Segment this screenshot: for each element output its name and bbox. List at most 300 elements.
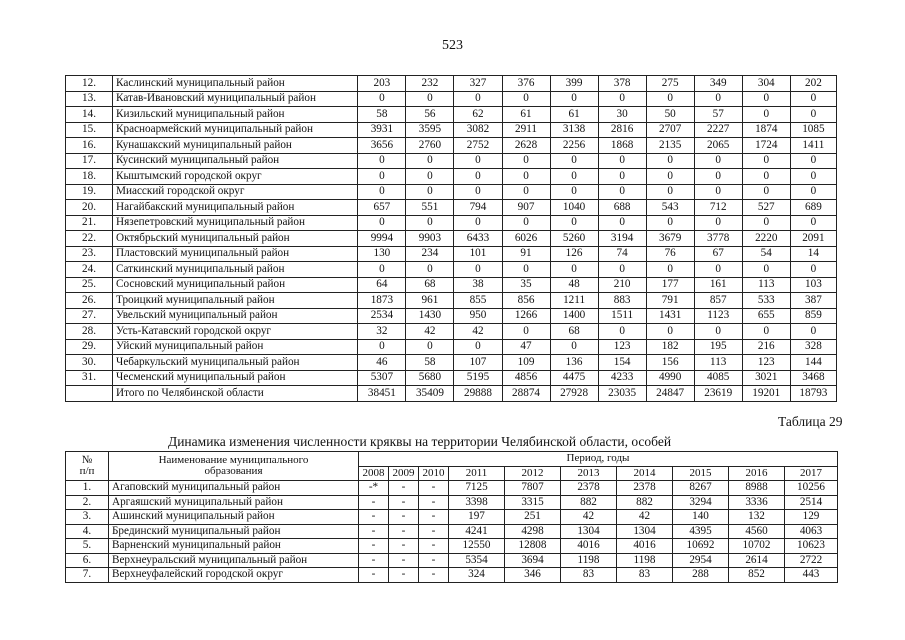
table-row bbox=[66, 138, 837, 154]
value-cell: 2816 bbox=[598, 122, 646, 138]
value-cell: 0 bbox=[646, 262, 694, 278]
value-cell: -* bbox=[359, 481, 389, 496]
value-cell: 132 bbox=[729, 510, 785, 525]
district-name: Агаповский муниципальный район bbox=[109, 481, 359, 496]
value-cell: 2091 bbox=[790, 231, 836, 247]
value-cell: 0 bbox=[550, 184, 598, 200]
value-cell: 855 bbox=[454, 293, 502, 309]
value-cell: 4063 bbox=[785, 524, 838, 539]
row-number: 21. bbox=[66, 215, 113, 231]
district-name: Чебаркульский муниципальный район bbox=[113, 355, 358, 371]
value-cell: 6026 bbox=[502, 231, 550, 247]
value-cell: 32 bbox=[358, 324, 406, 340]
district-name: Увельский муниципальный район bbox=[113, 308, 358, 324]
value-cell: 0 bbox=[502, 324, 550, 340]
value-cell: 0 bbox=[454, 215, 502, 231]
value-cell: 3778 bbox=[694, 231, 742, 247]
value-cell: - bbox=[359, 539, 389, 554]
district-name: Саткинский муниципальный район bbox=[113, 262, 358, 278]
header-year: 2008 bbox=[359, 466, 389, 481]
district-name: Нагайбакский муниципальный район bbox=[113, 200, 358, 216]
value-cell: 2514 bbox=[785, 495, 838, 510]
row-number: 18. bbox=[66, 169, 113, 185]
district-name: Кунашакский муниципальный район bbox=[113, 138, 358, 154]
value-cell: 161 bbox=[694, 277, 742, 293]
value-cell: 349 bbox=[694, 76, 742, 92]
value-cell: 234 bbox=[406, 246, 454, 262]
value-cell: 399 bbox=[550, 76, 598, 92]
value-cell: 0 bbox=[598, 324, 646, 340]
value-cell: 0 bbox=[598, 262, 646, 278]
district-name: Кусинский муниципальный район bbox=[113, 153, 358, 169]
value-cell: 12808 bbox=[505, 539, 561, 554]
value-cell: 4560 bbox=[729, 524, 785, 539]
value-cell: - bbox=[389, 553, 419, 568]
value-cell: 0 bbox=[454, 153, 502, 169]
value-cell: 83 bbox=[561, 568, 617, 583]
row-number: 24. bbox=[66, 262, 113, 278]
value-cell: 3315 bbox=[505, 495, 561, 510]
value-cell: 3082 bbox=[454, 122, 502, 138]
value-cell: 56 bbox=[406, 107, 454, 123]
value-cell: 1198 bbox=[561, 553, 617, 568]
value-cell: 0 bbox=[742, 169, 790, 185]
value-cell: - bbox=[389, 568, 419, 583]
value-cell: 443 bbox=[785, 568, 838, 583]
value-cell: 0 bbox=[742, 184, 790, 200]
row-number: 1. bbox=[66, 481, 109, 496]
table-row bbox=[66, 231, 837, 247]
value-cell: 126 bbox=[550, 246, 598, 262]
value-cell: 48 bbox=[550, 277, 598, 293]
value-cell: 10702 bbox=[729, 539, 785, 554]
value-cell: 1266 bbox=[502, 308, 550, 324]
table-row bbox=[66, 277, 837, 293]
value-cell: 0 bbox=[694, 215, 742, 231]
value-cell: 1304 bbox=[617, 524, 673, 539]
value-cell: 1724 bbox=[742, 138, 790, 154]
value-cell: 27928 bbox=[550, 386, 598, 402]
value-cell: - bbox=[419, 481, 449, 496]
value-cell: 907 bbox=[502, 200, 550, 216]
header-num-line2: п/п bbox=[79, 465, 95, 477]
value-cell: 7125 bbox=[449, 481, 505, 496]
value-cell: 1873 bbox=[358, 293, 406, 309]
value-cell: 3021 bbox=[742, 370, 790, 386]
value-cell: 0 bbox=[598, 169, 646, 185]
value-cell: 0 bbox=[790, 184, 836, 200]
district-name: Нязепетровский муниципальный район bbox=[113, 215, 358, 231]
value-cell: 103 bbox=[790, 277, 836, 293]
value-cell: 0 bbox=[358, 184, 406, 200]
value-cell: 0 bbox=[454, 91, 502, 107]
row-number: 31. bbox=[66, 370, 113, 386]
district-name: Аргаяшский муниципальный район bbox=[109, 495, 359, 510]
table-1-body bbox=[66, 76, 837, 402]
value-cell: 76 bbox=[646, 246, 694, 262]
value-cell: 0 bbox=[502, 153, 550, 169]
value-cell: 195 bbox=[694, 339, 742, 355]
value-cell: 28874 bbox=[502, 386, 550, 402]
value-cell: 1400 bbox=[550, 308, 598, 324]
value-cell: 0 bbox=[502, 215, 550, 231]
row-number: 25. bbox=[66, 277, 113, 293]
value-cell: 0 bbox=[406, 339, 454, 355]
value-cell: 140 bbox=[673, 510, 729, 525]
table-row bbox=[66, 324, 837, 340]
value-cell: - bbox=[389, 495, 419, 510]
value-cell: 0 bbox=[598, 215, 646, 231]
value-cell: 1123 bbox=[694, 308, 742, 324]
value-cell: 0 bbox=[406, 91, 454, 107]
value-cell: 3931 bbox=[358, 122, 406, 138]
value-cell: 156 bbox=[646, 355, 694, 371]
value-cell: 2707 bbox=[646, 122, 694, 138]
value-cell: 136 bbox=[550, 355, 598, 371]
row-number: 16. bbox=[66, 138, 113, 154]
value-cell: 304 bbox=[742, 76, 790, 92]
value-cell: 19201 bbox=[742, 386, 790, 402]
district-name: Ашинский муниципальный район bbox=[109, 510, 359, 525]
value-cell: 3138 bbox=[550, 122, 598, 138]
row-number: 27. bbox=[66, 308, 113, 324]
district-name: Сосновский муниципальный район bbox=[113, 277, 358, 293]
value-cell: 0 bbox=[598, 184, 646, 200]
table-row bbox=[66, 293, 837, 309]
table-row bbox=[66, 107, 837, 123]
value-cell: 856 bbox=[502, 293, 550, 309]
value-cell: 791 bbox=[646, 293, 694, 309]
table-row bbox=[66, 553, 838, 568]
value-cell: - bbox=[419, 568, 449, 583]
row-number: 17. bbox=[66, 153, 113, 169]
table-29 bbox=[65, 451, 838, 583]
value-cell: 58 bbox=[358, 107, 406, 123]
value-cell: 1874 bbox=[742, 122, 790, 138]
value-cell: 113 bbox=[742, 277, 790, 293]
value-cell: 2954 bbox=[673, 553, 729, 568]
value-cell: 0 bbox=[646, 215, 694, 231]
value-cell: 1431 bbox=[646, 308, 694, 324]
value-cell: 5307 bbox=[358, 370, 406, 386]
value-cell: 5195 bbox=[454, 370, 502, 386]
value-cell: 0 bbox=[790, 169, 836, 185]
value-cell: 0 bbox=[742, 153, 790, 169]
row-number: 26. bbox=[66, 293, 113, 309]
value-cell: 961 bbox=[406, 293, 454, 309]
value-cell: 2227 bbox=[694, 122, 742, 138]
value-cell: 3336 bbox=[729, 495, 785, 510]
header-year: 2014 bbox=[617, 466, 673, 481]
value-cell: 712 bbox=[694, 200, 742, 216]
value-cell: 197 bbox=[449, 510, 505, 525]
value-cell: 4016 bbox=[617, 539, 673, 554]
row-number: 5. bbox=[66, 539, 109, 554]
value-cell: 2220 bbox=[742, 231, 790, 247]
value-cell: 0 bbox=[646, 169, 694, 185]
header-year: 2012 bbox=[505, 466, 561, 481]
value-cell: 1304 bbox=[561, 524, 617, 539]
table-28-continuation bbox=[65, 75, 837, 402]
value-cell: 0 bbox=[358, 153, 406, 169]
table-row bbox=[66, 339, 837, 355]
value-cell: 2135 bbox=[646, 138, 694, 154]
value-cell: 0 bbox=[406, 169, 454, 185]
header-year: 2015 bbox=[673, 466, 729, 481]
value-cell: 0 bbox=[454, 184, 502, 200]
value-cell: 47 bbox=[502, 339, 550, 355]
value-cell: 57 bbox=[694, 107, 742, 123]
value-cell: 2065 bbox=[694, 138, 742, 154]
table-row bbox=[66, 568, 838, 583]
value-cell: 551 bbox=[406, 200, 454, 216]
row-number: 23. bbox=[66, 246, 113, 262]
value-cell: 0 bbox=[454, 262, 502, 278]
value-cell: 216 bbox=[742, 339, 790, 355]
value-cell: 61 bbox=[502, 107, 550, 123]
value-cell: - bbox=[359, 568, 389, 583]
value-cell: 202 bbox=[790, 76, 836, 92]
row-number: 3. bbox=[66, 510, 109, 525]
value-cell: 154 bbox=[598, 355, 646, 371]
value-cell: 1868 bbox=[598, 138, 646, 154]
value-cell: 113 bbox=[694, 355, 742, 371]
table-row bbox=[66, 262, 837, 278]
value-cell: 327 bbox=[454, 76, 502, 92]
value-cell: 83 bbox=[617, 568, 673, 583]
value-cell: 1085 bbox=[790, 122, 836, 138]
value-cell: 275 bbox=[646, 76, 694, 92]
value-cell: 23035 bbox=[598, 386, 646, 402]
value-cell: 0 bbox=[742, 262, 790, 278]
row-number: 4. bbox=[66, 524, 109, 539]
value-cell: 0 bbox=[694, 262, 742, 278]
district-name: Уйский муниципальный район bbox=[113, 339, 358, 355]
value-cell: 0 bbox=[454, 169, 502, 185]
value-cell: 2911 bbox=[502, 122, 550, 138]
table-row bbox=[66, 510, 838, 525]
district-name: Чесменский муниципальный район bbox=[113, 370, 358, 386]
value-cell: 0 bbox=[502, 262, 550, 278]
row-number bbox=[66, 386, 113, 402]
table-row bbox=[66, 524, 838, 539]
value-cell: 328 bbox=[790, 339, 836, 355]
value-cell: 144 bbox=[790, 355, 836, 371]
value-cell: 203 bbox=[358, 76, 406, 92]
value-cell: 123 bbox=[742, 355, 790, 371]
value-cell: 2760 bbox=[406, 138, 454, 154]
row-number: 22. bbox=[66, 231, 113, 247]
value-cell: 2378 bbox=[617, 481, 673, 496]
value-cell: 177 bbox=[646, 277, 694, 293]
value-cell: 4856 bbox=[502, 370, 550, 386]
value-cell: 5260 bbox=[550, 231, 598, 247]
value-cell: 8267 bbox=[673, 481, 729, 496]
table-label: Таблица 29 bbox=[778, 414, 843, 429]
value-cell: 68 bbox=[406, 277, 454, 293]
value-cell: 2256 bbox=[550, 138, 598, 154]
value-cell: 852 bbox=[729, 568, 785, 583]
value-cell: - bbox=[389, 481, 419, 496]
header-num-line1: № bbox=[81, 454, 93, 466]
value-cell: 0 bbox=[406, 215, 454, 231]
value-cell: 29888 bbox=[454, 386, 502, 402]
table-title: Динамика изменения численности кряквы на территории Челябинской области, особей bbox=[168, 434, 672, 449]
value-cell: 0 bbox=[454, 339, 502, 355]
value-cell: 0 bbox=[406, 153, 454, 169]
value-cell: 42 bbox=[406, 324, 454, 340]
value-cell: 0 bbox=[550, 153, 598, 169]
value-cell: 2614 bbox=[729, 553, 785, 568]
value-cell: 0 bbox=[790, 153, 836, 169]
value-cell: 58 bbox=[406, 355, 454, 371]
value-cell: 3294 bbox=[673, 495, 729, 510]
table-row bbox=[66, 495, 838, 510]
value-cell: 91 bbox=[502, 246, 550, 262]
value-cell: 527 bbox=[742, 200, 790, 216]
value-cell: 10623 bbox=[785, 539, 838, 554]
value-cell: 3398 bbox=[449, 495, 505, 510]
value-cell: 0 bbox=[550, 169, 598, 185]
row-number: 28. bbox=[66, 324, 113, 340]
value-cell: 5680 bbox=[406, 370, 454, 386]
value-cell: 0 bbox=[502, 169, 550, 185]
table-row bbox=[66, 153, 837, 169]
district-name: Варненский муниципальный район bbox=[109, 539, 359, 554]
value-cell: 4233 bbox=[598, 370, 646, 386]
table-row bbox=[66, 481, 838, 496]
value-cell: 0 bbox=[694, 169, 742, 185]
table-row bbox=[66, 200, 837, 216]
district-name: Катав-Ивановский муниципальный район bbox=[113, 91, 358, 107]
value-cell: 0 bbox=[790, 262, 836, 278]
value-cell: 0 bbox=[742, 215, 790, 231]
value-cell: 0 bbox=[406, 262, 454, 278]
value-cell: 689 bbox=[790, 200, 836, 216]
value-cell: 0 bbox=[694, 91, 742, 107]
table-row bbox=[66, 184, 837, 200]
value-cell: 0 bbox=[646, 324, 694, 340]
value-cell: 42 bbox=[561, 510, 617, 525]
table-row bbox=[66, 91, 837, 107]
value-cell: 0 bbox=[550, 215, 598, 231]
row-number: 14. bbox=[66, 107, 113, 123]
value-cell: 74 bbox=[598, 246, 646, 262]
value-cell: 232 bbox=[406, 76, 454, 92]
row-number: 12. bbox=[66, 76, 113, 92]
value-cell: 4395 bbox=[673, 524, 729, 539]
district-name: Троицкий муниципальный район bbox=[113, 293, 358, 309]
value-cell: 6433 bbox=[454, 231, 502, 247]
header-year: 2016 bbox=[729, 466, 785, 481]
header-name-line1: Наименование муниципального bbox=[158, 454, 309, 466]
row-number: 2. bbox=[66, 495, 109, 510]
value-cell: 182 bbox=[646, 339, 694, 355]
value-cell: 883 bbox=[598, 293, 646, 309]
row-number: 29. bbox=[66, 339, 113, 355]
value-cell: 30 bbox=[598, 107, 646, 123]
value-cell: 0 bbox=[358, 169, 406, 185]
value-cell: 2722 bbox=[785, 553, 838, 568]
value-cell: 533 bbox=[742, 293, 790, 309]
value-cell: 42 bbox=[617, 510, 673, 525]
value-cell: 5354 bbox=[449, 553, 505, 568]
value-cell: 882 bbox=[561, 495, 617, 510]
district-name: Усть-Катавский городской округ bbox=[113, 324, 358, 340]
table-2-body bbox=[66, 481, 838, 583]
value-cell: 129 bbox=[785, 510, 838, 525]
value-cell: 0 bbox=[694, 153, 742, 169]
row-number: 7. bbox=[66, 568, 109, 583]
value-cell: 130 bbox=[358, 246, 406, 262]
value-cell: 0 bbox=[502, 91, 550, 107]
value-cell: 38451 bbox=[358, 386, 406, 402]
value-cell: - bbox=[359, 495, 389, 510]
table-row bbox=[66, 370, 837, 386]
value-cell: 0 bbox=[742, 91, 790, 107]
table-row bbox=[66, 215, 837, 231]
value-cell: - bbox=[419, 510, 449, 525]
value-cell: - bbox=[419, 539, 449, 554]
value-cell: 378 bbox=[598, 76, 646, 92]
table-row bbox=[66, 539, 838, 554]
value-cell: 4241 bbox=[449, 524, 505, 539]
value-cell: 0 bbox=[742, 324, 790, 340]
value-cell: - bbox=[389, 510, 419, 525]
value-cell: 46 bbox=[358, 355, 406, 371]
value-cell: 42 bbox=[454, 324, 502, 340]
value-cell: 0 bbox=[550, 339, 598, 355]
value-cell: 0 bbox=[550, 262, 598, 278]
value-cell: 0 bbox=[694, 184, 742, 200]
table-row bbox=[66, 169, 837, 185]
value-cell: 0 bbox=[406, 184, 454, 200]
district-name: Миасский городской округ bbox=[113, 184, 358, 200]
value-cell: 0 bbox=[646, 184, 694, 200]
table-row bbox=[66, 386, 837, 402]
value-cell: 12550 bbox=[449, 539, 505, 554]
value-cell: - bbox=[419, 495, 449, 510]
value-cell: 0 bbox=[358, 339, 406, 355]
header-year: 2011 bbox=[449, 466, 505, 481]
district-name: Красноармейский муниципальный район bbox=[113, 122, 358, 138]
value-cell: 68 bbox=[550, 324, 598, 340]
value-cell: 657 bbox=[358, 200, 406, 216]
value-cell: 0 bbox=[358, 91, 406, 107]
header-year: 2013 bbox=[561, 466, 617, 481]
row-number: 13. bbox=[66, 91, 113, 107]
value-cell: 3656 bbox=[358, 138, 406, 154]
value-cell: 2534 bbox=[358, 308, 406, 324]
value-cell: 857 bbox=[694, 293, 742, 309]
table-row bbox=[66, 246, 837, 262]
district-name: Пластовский муниципальный район bbox=[113, 246, 358, 262]
value-cell: 38 bbox=[454, 277, 502, 293]
table-row bbox=[66, 122, 837, 138]
row-number: 19. bbox=[66, 184, 113, 200]
district-name: Верхнеуфалейский городской округ bbox=[109, 568, 359, 583]
value-cell: - bbox=[419, 553, 449, 568]
header-num bbox=[66, 452, 109, 481]
value-cell: 3194 bbox=[598, 231, 646, 247]
value-cell: 1211 bbox=[550, 293, 598, 309]
value-cell: 54 bbox=[742, 246, 790, 262]
value-cell: 251 bbox=[505, 510, 561, 525]
value-cell: 0 bbox=[790, 107, 836, 123]
value-cell: 7807 bbox=[505, 481, 561, 496]
district-name: Кыштымский городской округ bbox=[113, 169, 358, 185]
value-cell: 1198 bbox=[617, 553, 673, 568]
